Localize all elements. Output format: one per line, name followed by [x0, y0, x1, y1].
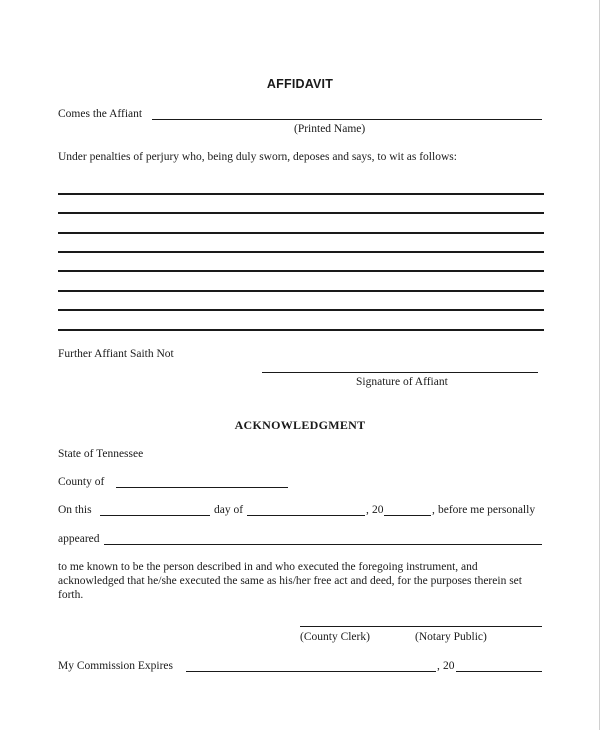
- statement-line[interactable]: [58, 212, 544, 214]
- comma-separator: ,: [432, 504, 435, 516]
- state-text: State of Tennessee: [58, 448, 144, 460]
- statement-line[interactable]: [58, 329, 544, 331]
- commission-label: My Commission Expires: [58, 660, 174, 672]
- statement-line[interactable]: [58, 290, 544, 292]
- statement-line[interactable]: [58, 232, 544, 234]
- commission-year-prefix: 20: [443, 660, 455, 672]
- statement-line[interactable]: [58, 193, 544, 195]
- further-affiant-text: Further Affiant Saith Not: [58, 348, 174, 360]
- comma-separator: ,: [437, 660, 440, 672]
- on-this-label: On this: [58, 504, 92, 516]
- statement-line[interactable]: [58, 251, 544, 253]
- acknowledgment-title: ACKNOWLEDGMENT: [234, 418, 366, 432]
- commission-year-field[interactable]: [456, 671, 542, 672]
- signature-caption: Signature of Affiant: [356, 376, 448, 388]
- notary-public-caption: (Notary Public): [415, 631, 487, 643]
- statement-line[interactable]: [58, 309, 544, 311]
- appeared-field[interactable]: [104, 544, 542, 545]
- commission-date-field[interactable]: [186, 671, 436, 672]
- comma-separator: ,: [366, 504, 369, 516]
- signature-field[interactable]: [262, 372, 538, 373]
- appeared-label: appeared: [58, 533, 100, 545]
- day-of-label: day of: [214, 504, 244, 516]
- acknowledgment-body: to me known to be the person described in and who executed the foregoing instrument, and acknowledged that he/she executed the same as his/her free act and deed, for the purposes therein set forth.: [58, 561, 522, 601]
- month-field[interactable]: [247, 515, 365, 516]
- day-field[interactable]: [100, 515, 210, 516]
- document-title: AFFIDAVIT: [266, 77, 334, 91]
- statement-text: Under penalties of perjury who, being duly sworn, deposes and says, to wit as follows:: [58, 151, 457, 163]
- county-field[interactable]: [116, 487, 288, 488]
- year-prefix: 20: [372, 504, 384, 516]
- printed-name-caption: (Printed Name): [294, 123, 366, 135]
- before-me-text: before me personally: [438, 504, 536, 516]
- county-clerk-caption: (County Clerk): [300, 631, 370, 643]
- affiant-label: Comes the Affiant: [58, 108, 143, 120]
- affiant-name-field[interactable]: [152, 119, 542, 120]
- year-field[interactable]: [384, 515, 431, 516]
- county-label: County of: [58, 476, 105, 488]
- statement-line[interactable]: [58, 270, 544, 272]
- clerk-signature-field[interactable]: [300, 626, 542, 627]
